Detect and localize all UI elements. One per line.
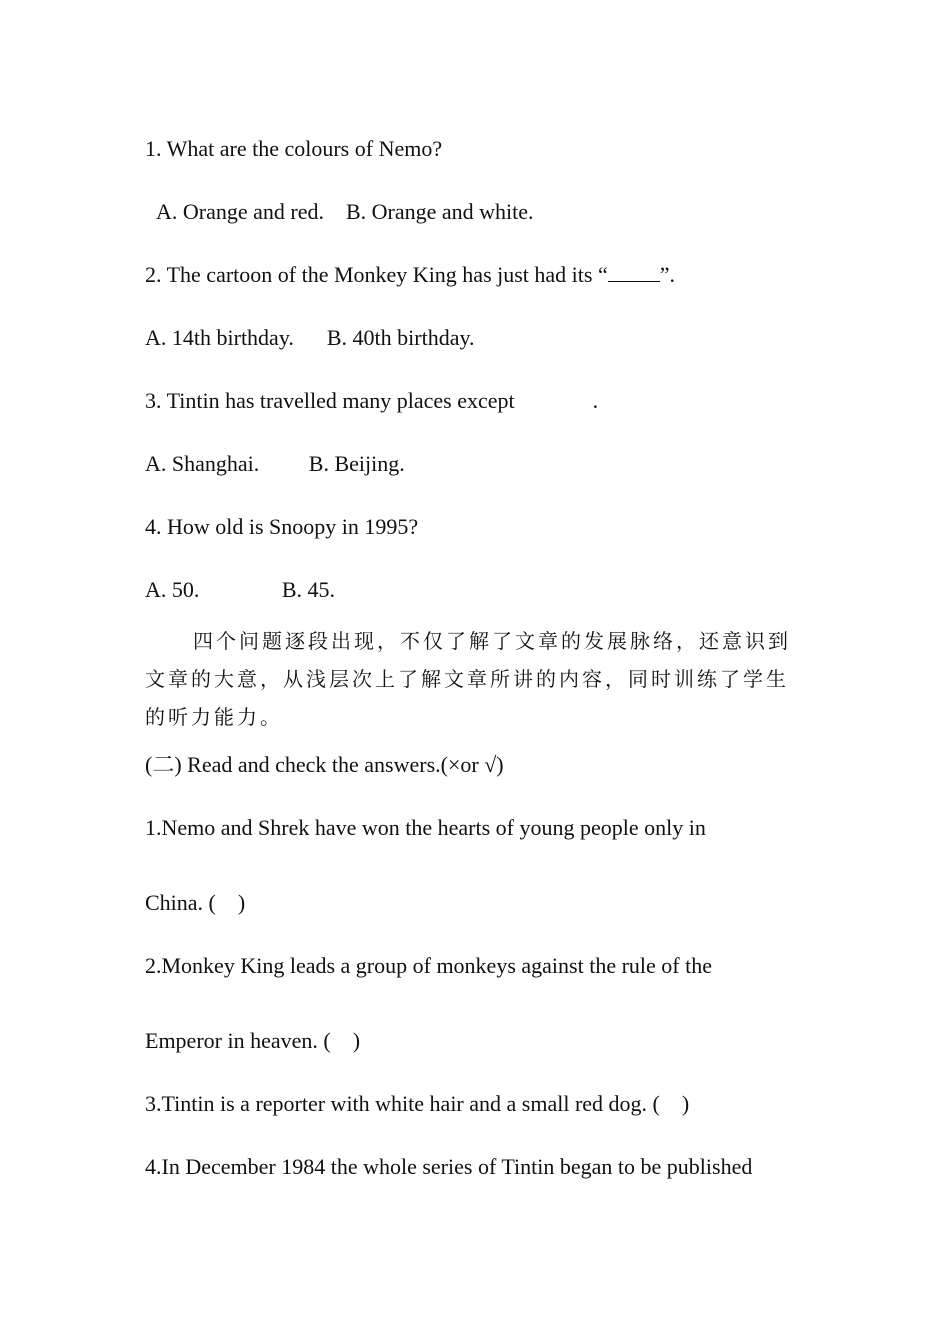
question-3-text-end: . [592,388,599,413]
part2-item-2-line-1: 2.Monkey King leads a group of monkeys against the rule of the [145,953,712,978]
question-3-options: A. Shanghai. B. Beijing. [145,451,405,476]
part2-item-4-line-1: 4.In December 1984 the whole series of Tintin began to be published [145,1154,753,1179]
question-2-text-end: ”. [659,262,675,287]
question-3-text: 3. Tintin has travelled many places except [145,388,515,413]
question-4: 4. How old is Snoopy in 1995? [145,514,419,539]
question-2-text: 2. The cartoon of the Monkey King has just had its “ [145,262,608,287]
part2-item-2-line-2: Emperor in heaven. ( ) [145,1028,361,1053]
part2-item-1-line-2: China. ( ) [145,890,246,915]
part2-item-1-line-1: 1.Nemo and Shrek have won the hearts of young people only in [145,815,706,840]
answer-blank [608,265,660,282]
teaching-commentary: 四个问题逐段出现，不仅了解了文章的发展脉络，还意识到文章的大意，从浅层次上了解文章所讲的内容，同时训练了学生的听力能力。 [145,629,791,729]
part2-heading: (二) Read and check the answers.(×or √) [145,752,504,777]
question-2 [145,262,675,288]
question-3 [145,388,598,414]
question-1: 1. What are the colours of Nemo? [145,136,443,161]
question-2-options: A. 14th birthday. B. 40th birthday. [145,325,475,350]
part2-item-3: 3.Tintin is a reporter with white hair and a small red dog. ( ) [145,1091,690,1116]
question-4-options: A. 50. B. 45. [145,577,336,602]
question-1-options: A. Orange and red. B. Orange and white. [156,199,534,224]
